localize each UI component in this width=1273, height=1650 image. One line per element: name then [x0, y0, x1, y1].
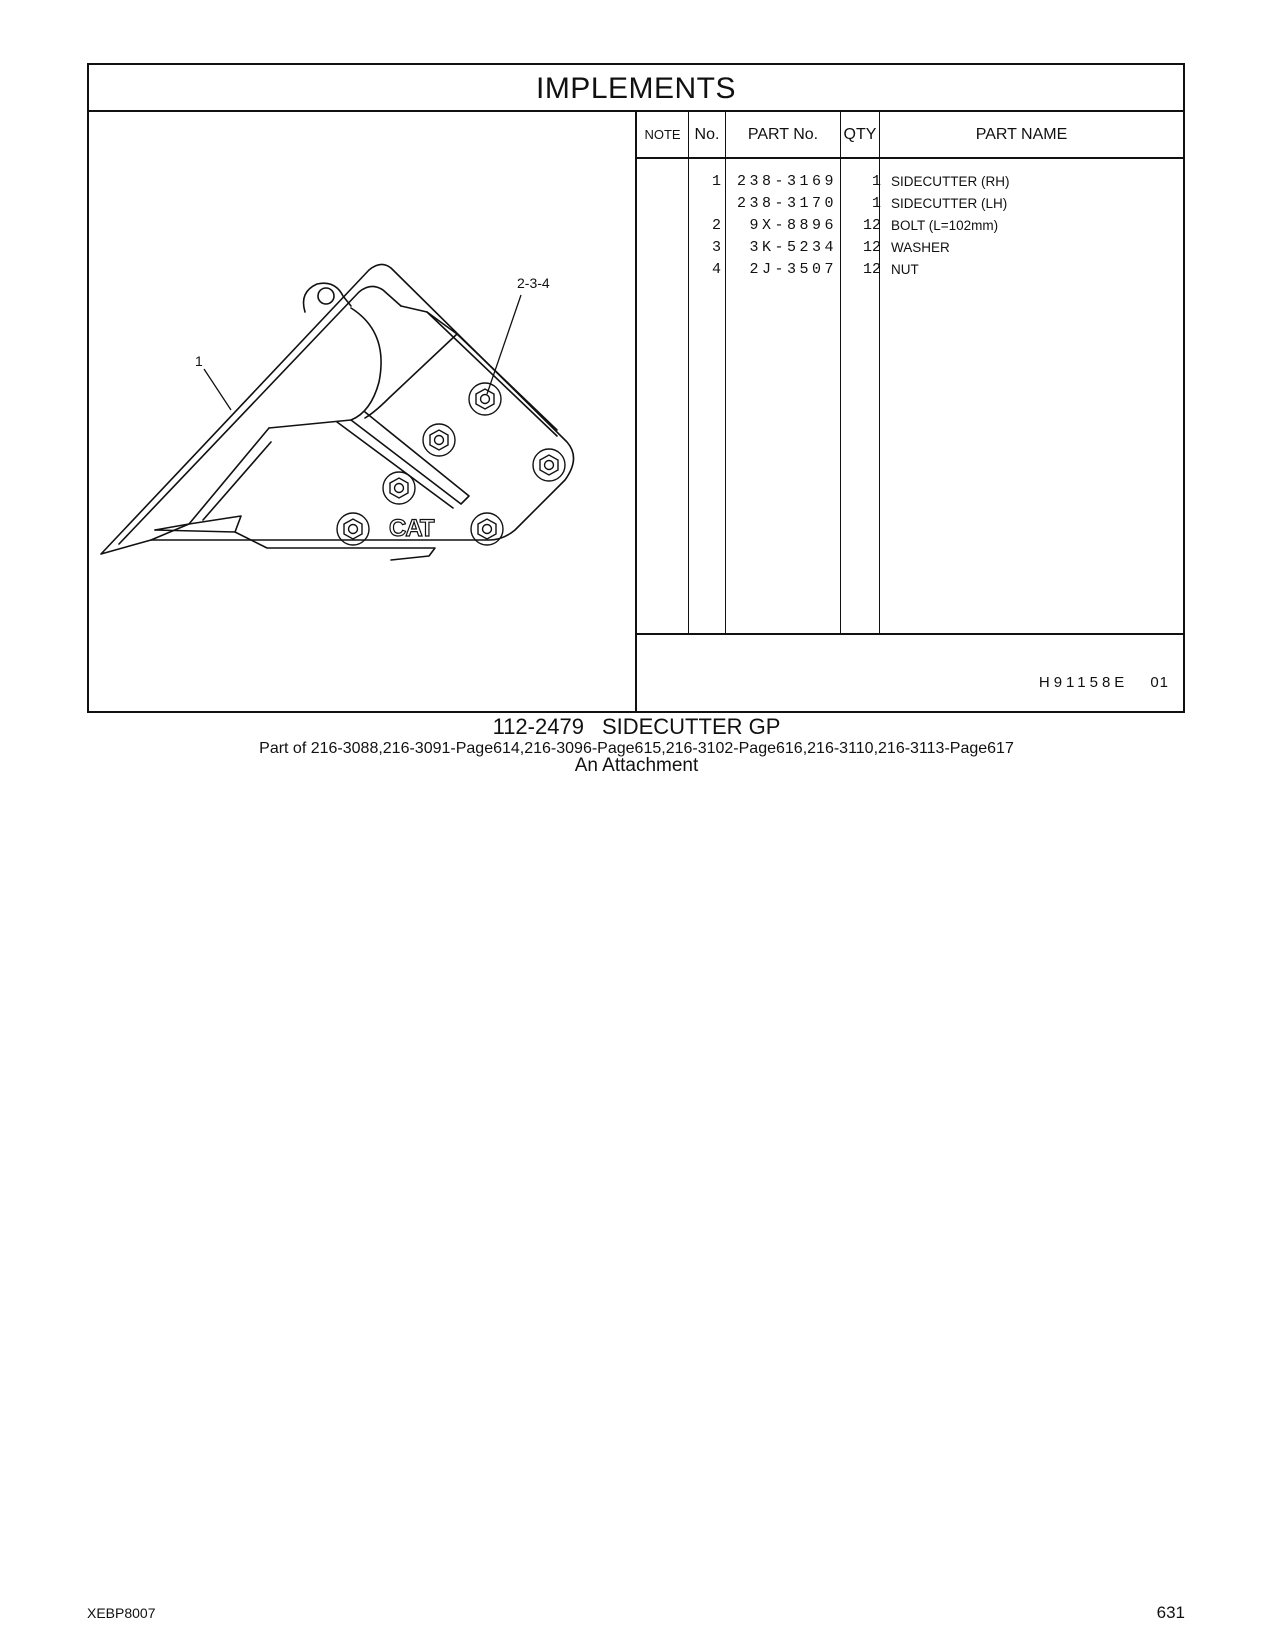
parts-frame	[87, 63, 1185, 713]
item-number: 3	[711, 239, 721, 256]
part-name: SIDECUTTER (RH)	[891, 174, 1010, 189]
column-note: NOTE	[644, 127, 681, 142]
group-name: SIDECUTTER GP	[601, 714, 781, 739]
table-row	[637, 214, 1185, 237]
part-number: 9X-8896	[749, 217, 837, 234]
column-no: No.	[694, 126, 720, 143]
table-row	[637, 192, 1185, 215]
sidecutter-drawing	[89, 112, 635, 711]
item-number: 2	[711, 217, 721, 234]
part-name: WASHER	[891, 240, 950, 255]
part-number: 3K-5234	[749, 239, 837, 256]
parts-table-header	[637, 112, 1185, 159]
callout-1-label: 1	[195, 353, 203, 369]
part-of-line: Part of 216-3088,216-3091-Page614,216-3096-Page615,216-3102-Page616,216-3110,216-3113-Page617	[259, 740, 1014, 757]
cat-logo: CAT	[389, 515, 434, 542]
reference-code: H91158E	[1038, 674, 1129, 691]
callout-2-3-4-label: 2-3-4	[517, 275, 550, 291]
part-name: SIDECUTTER (LH)	[891, 196, 1008, 211]
document-code: XEBP8007	[87, 1605, 156, 1621]
group-title	[0, 715, 1273, 739]
parts-illustration	[89, 112, 637, 711]
part-number: 2J-3507	[749, 261, 837, 278]
illustration-reference	[1039, 674, 1169, 691]
column-part-no: PART No.	[747, 126, 819, 143]
attachment-line: An Attachment	[574, 755, 699, 776]
part-number: 238-3169	[736, 173, 837, 190]
section-title: IMPLEMENTS	[89, 65, 1183, 112]
table-row	[637, 236, 1185, 259]
table-row	[637, 170, 1185, 193]
quantity: 1	[871, 173, 881, 190]
part-name: BOLT (L=102mm)	[891, 218, 999, 233]
page-number: 631	[1156, 1603, 1185, 1622]
column-qty: QTY	[843, 126, 877, 143]
quantity: 1	[871, 195, 881, 212]
table-bottom-rule	[637, 633, 1185, 635]
column-part-name: PART NAME	[975, 126, 1068, 143]
part-number: 238-3170	[736, 195, 837, 212]
part-name: NUT	[891, 262, 919, 277]
table-row	[637, 258, 1185, 281]
group-number: 112-2479	[492, 714, 584, 739]
parts-list	[637, 112, 1185, 711]
quantity: 12	[862, 217, 881, 234]
quantity: 12	[862, 239, 881, 256]
item-number: 1	[711, 173, 721, 190]
quantity: 12	[862, 261, 881, 278]
item-number	[689, 192, 721, 215]
item-number: 4	[711, 261, 721, 278]
revision-number: 01	[1150, 674, 1169, 691]
